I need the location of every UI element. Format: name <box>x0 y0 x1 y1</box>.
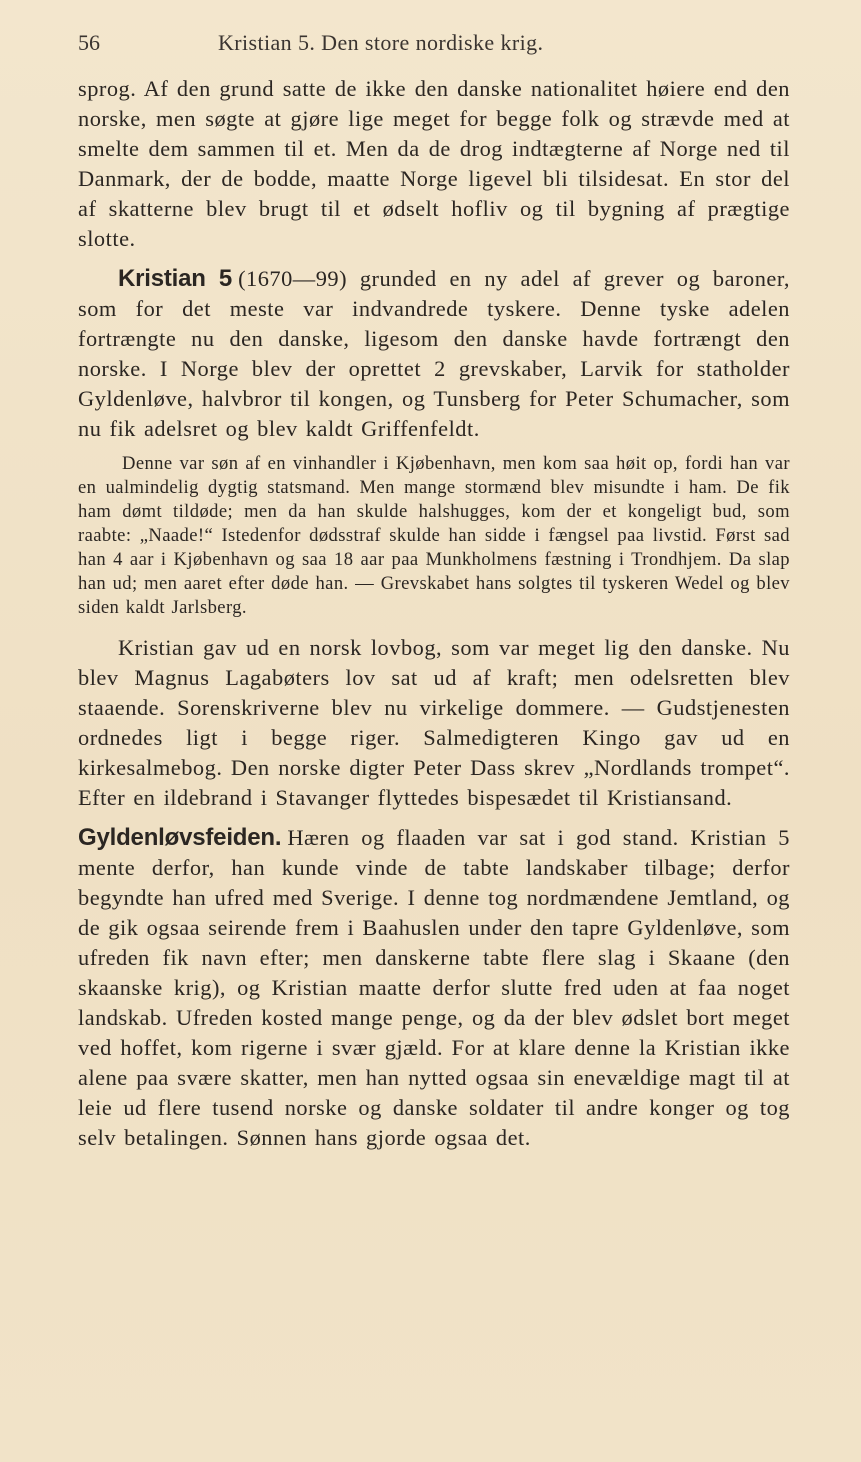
paragraph-kristian-5 <box>78 264 790 444</box>
note-griffenfeldt: Denne var søn af en vinhandler i Kjøbenhavn, men kom saa høit op, fordi han var en ualmindelig dygtig statsmand. Men mange stormænd blev misundte i ham. De fik ham dømt tildøde; men da han skulde halshugges, kom der et kongeligt bud, som raabte: „Naade!“ Istedenfor dødsstraf skulde han sidde i fængsel paa livstid. Først sad han 4 aar i Kjøbenhavn og saa 18 aar paa Munkholmens fæstning i Trondhjem. Da slap han ud; men aaret efter døde han. — Grevskabet hans solgtes til tyskeren Wedel og blev siden kaldt Jarlsberg. <box>78 453 790 618</box>
paragraph-sprog: sprog. Af den grund satte de ikke den danske nationalitet høiere end den norske, men søgte at gjøre lige meget for begge folk og strævde med at smelte dem sammen til et. Men da de drog indtægterne af Norge ned til Danmark, der de bodde, maatte Norge ligevel bli tilsidesat. En stor del af skatterne blev brugt til et ødselt hofliv og til bygning af prægtige slotte. <box>78 76 790 251</box>
section-heading-gyldenlovsfeiden: Gyldenløvsfeiden. <box>78 824 282 851</box>
page-header <box>78 30 790 62</box>
paragraph-gyldenlovsfeiden-text: Hæren og flaaden var sat i god stand. Kristian 5 mente derfor, han kunde vinde de tabte landskaber tilbage; derfor begyndte han ufred med Sverige. I denne tog nordmændene Jemtland, og de gik ogsaa seirende frem i Baahuslen under den tapre Gyldenløve, som ufreden fik navn efter; men danskerne tabte flere slag i Skaane (den skaanske krig), og Kristian maatte derfor slutte fred uden at faa noget landskab. Ufreden kosted mange penge, og da der blev ødslet bort meget ved hoffet, kom rigerne i svær gjæld. For at klare denne la Kristian ikke alene paa svære skatter, men han nytted ogsaa sin enevældige magt til at leie ud flere tusend norske og danske soldater til andre konger og tog selv betalingen. Sønnen hans gjorde ogsaa det. <box>78 825 790 1150</box>
paragraph-kristian-5-text: (1670—99) grunded en ny adel af grever og baroner, som for det meste var indvandrede tyskere. Denne tyske adelen fortrængte nu den danske, ligesom den danske havde fortrængt den norske. I Norge blev der oprettet 2 grevskaber, Larvik for statholder Gyldenløve, halvbror til kongen, og Tunsberg for Peter Schumacher, som nu fik adelsret og blev kaldt Griffenfeldt. <box>78 266 791 441</box>
section-heading-kristian-5: Kristian 5 <box>118 265 233 292</box>
page-body <box>78 74 790 1153</box>
running-title: Kristian 5. Den store nordiske krig. <box>218 30 544 55</box>
paragraph-lovbog: Kristian gav ud en norsk lovbog, som var meget lig den danske. Nu blev Magnus Lagabøters lov sat ud af kraft; men odelsretten blev staaende. Sorenskriverne blev nu virkelige dommere. — Gudstjenesten ordnedes ligt i begge riger. Salmedigteren Kingo gav ud en kirkesalmebog. Den norske digter Peter Dass skrev „Nordlands trompet“. Efter en ildebrand i Stavanger flyttedes bispesædet til Kristiansand. <box>78 635 790 810</box>
paragraph-gyldenlovsfeiden <box>78 823 790 1153</box>
page-number: 56 <box>78 30 100 55</box>
